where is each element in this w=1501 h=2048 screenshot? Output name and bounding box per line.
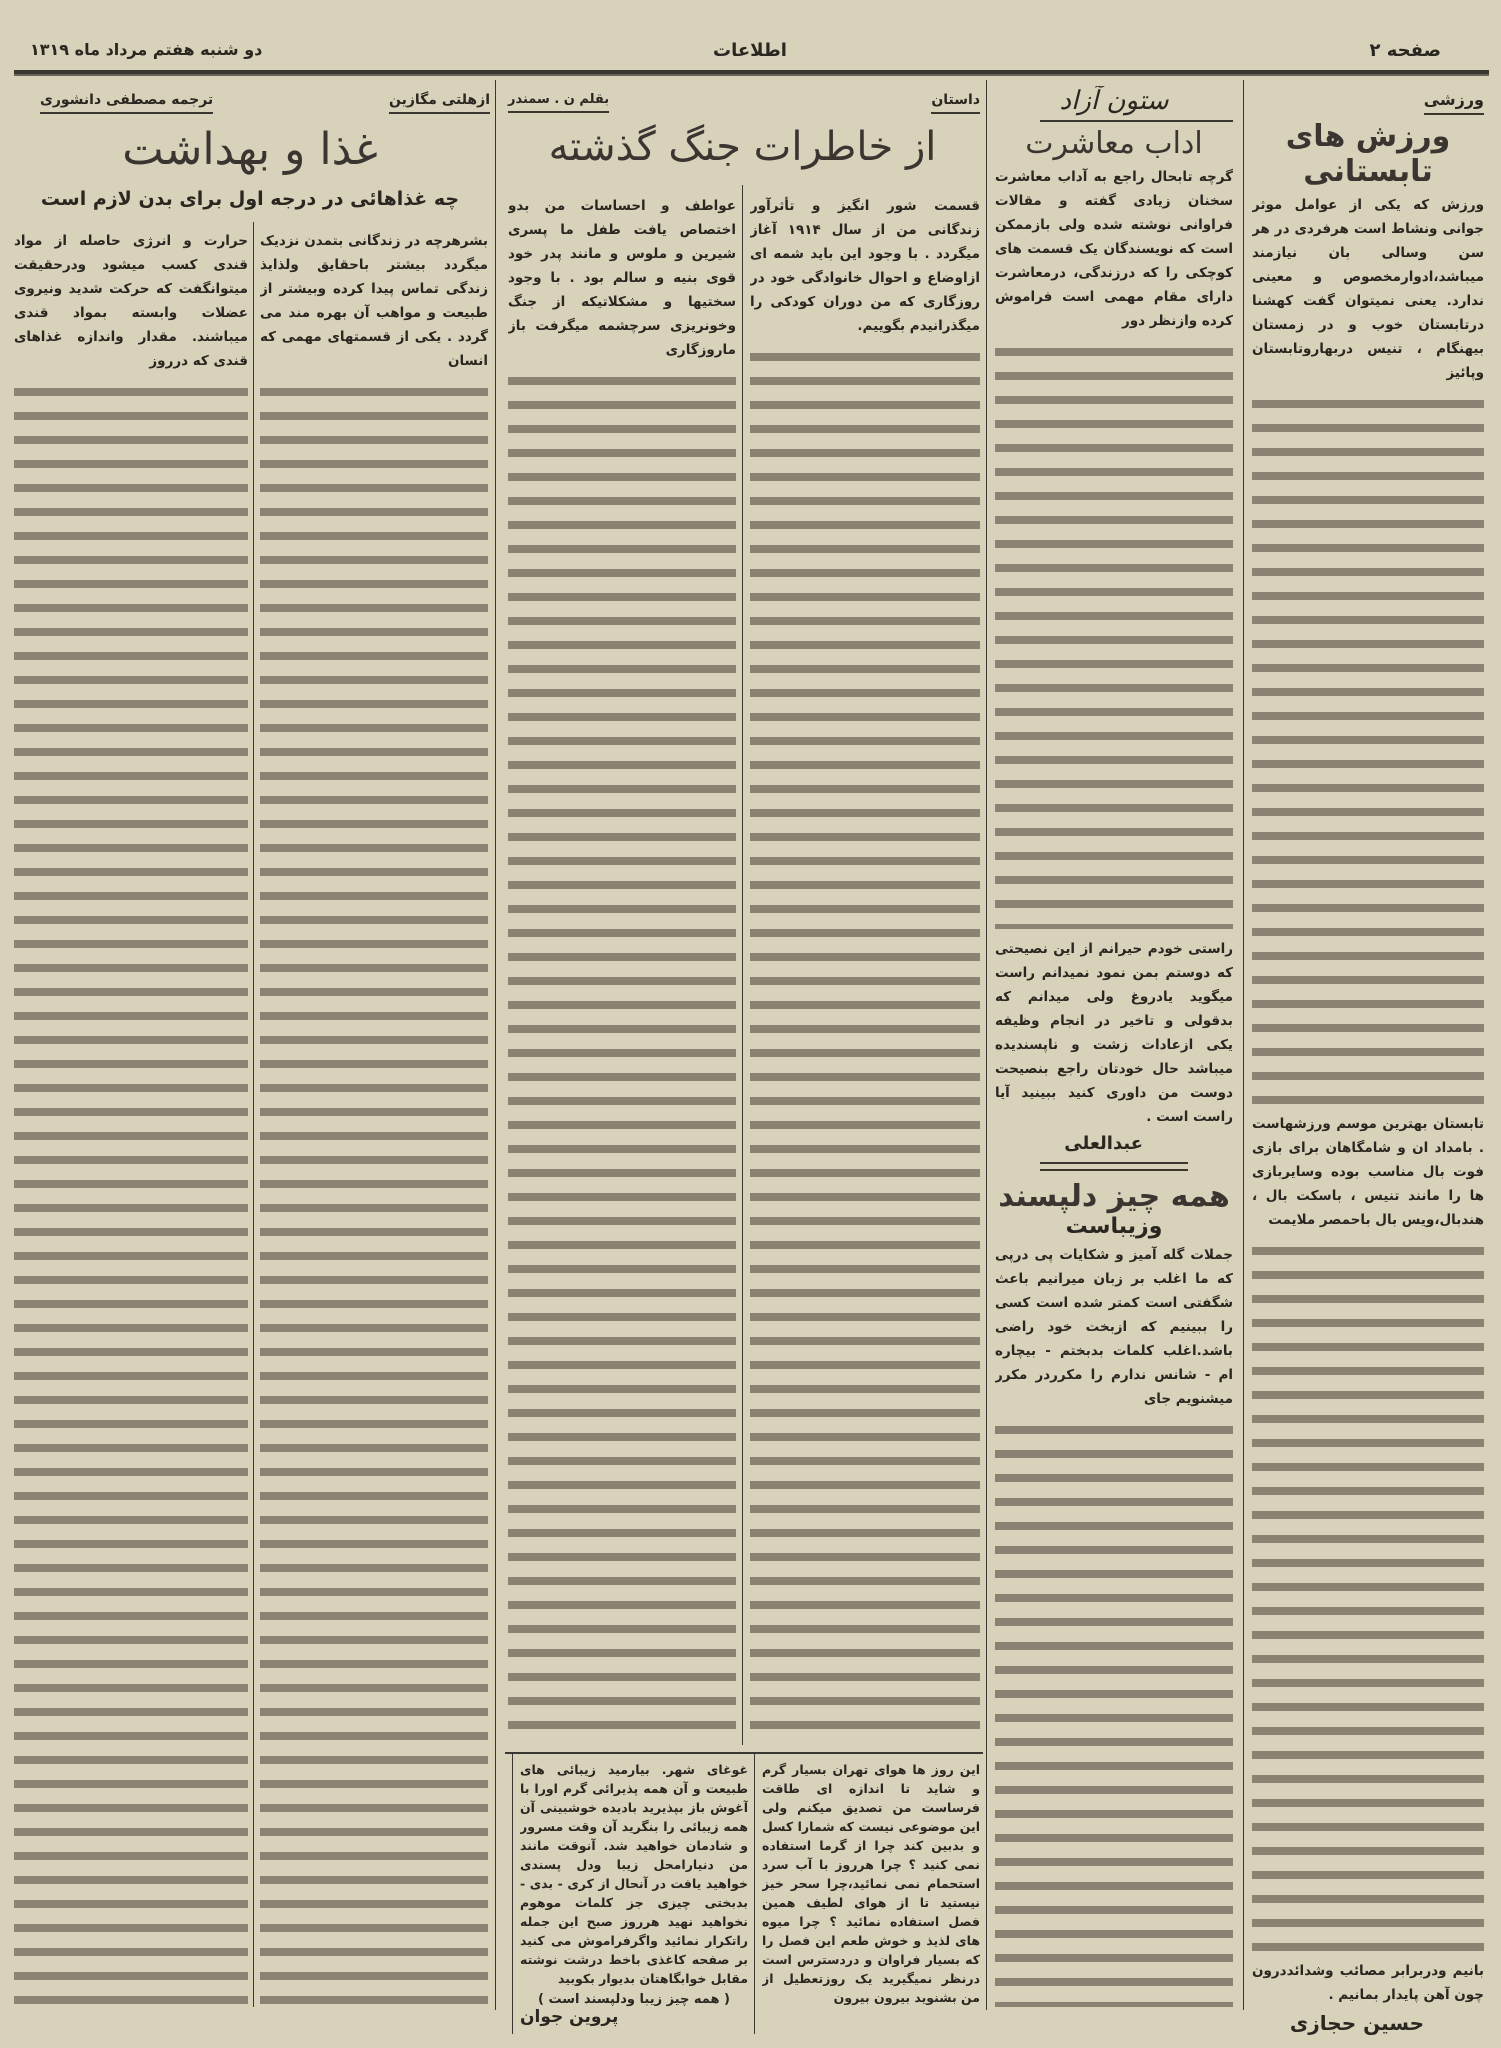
section-kicker: ورزشی [1424,90,1484,115]
headline: اداب معاشرت [1025,126,1203,161]
translator-label: ترجمه مصطفی دانشوری [40,92,213,114]
byline: بقلم ن . سمندر [508,92,609,113]
section-kicker: داستان [931,92,980,114]
author-signature: حسین حجازی [1289,2011,1424,2035]
body-text-block [260,381,488,2006]
column-divider [742,185,743,1745]
column-divider [1243,80,1244,2010]
column-divider [754,1754,755,2034]
subheadline: وزیباست [1065,1214,1163,1239]
newspaper-name: اطلاعات [713,40,787,61]
closing-line: ( همه چیز زیبا ودلپسند است ) [538,1992,730,2007]
masthead-rule [14,70,1489,76]
kicker-rule [1040,120,1233,122]
body-text-block [1252,1240,1484,1951]
article-column: عواطف و احساسات من بدو اختصاص یافت طفل ما پسری شیرین و ملوس و مانند پدر خود قوی بنیه و سالم بود . با وجود سختیها و مشکلاتیکه از جنگ وخونریزی سرچشمه میگرفت باز ماروزگاری [508,198,736,358]
article-column: غوغای شهر. بیارمید زیبائی های طبیعت و آن همه پذیرائی گرم اورا با آغوش باز بپذیرید بادیده خوشبینی آن همه زیبائی را بنگرید آن وقت مسرور و شادمان خواهید شد. آنوقت مانند من دنیارامحل زیبا ودل پسندی خواهید یافت در آنحال از کری - بدی - بدبختی چیزی جز کلمات موهوم نخواهید نهید هرروز صبح این جمله راتکرار نمائید واگرفراموش می کنید بر صفحه کاغذی باخط درشت نوشته مقابل خوابگاهتان بدیوار بکوبید [520,1762,748,1986]
headline: از خاطرات جنگ گذشته [548,124,937,170]
headline: همه چیز دلپسند [998,1179,1230,1214]
body-text-block [508,370,736,1741]
subheadline: چه غذاهائی در درجه اول برای بدن لازم است [40,188,460,210]
page-number: صفحه ۲ [1369,40,1441,61]
box-rule [505,1752,983,1754]
body-text-block [995,1419,1233,2007]
issue-date: دو شنبه هفتم مرداد ماه ۱۳۱۹ [30,40,263,59]
article-column: بشرهرچه در زندگانی بتمدن نزدیک میگردد بیشتر باحقایق ولذایذ زندگی تماس پیدا کرده وبیشتر از طبیعت و مواهب آن بهره مند می گردد . یکی از قسمتهای مهمی که انسان [260,233,488,369]
headline: ورزش های تابستانی [1285,119,1451,189]
divider-rule [1040,1162,1188,1171]
body-text-block [750,346,980,1741]
column-divider [512,1754,513,2034]
body-text-block [995,341,1233,929]
article-tail: راستی خودم حیرانم از این نصیحتی که دوستم بمن نمود نمیدانم راست میگوید یادروغ ولی میدانم که بدقولی و تاخیر در انجام وظیفه یکی ازعادات زشت و ناپسندیده میباشد حال خودتان راجع بنصیحت دوست من داوری کنید ببینید آیا راست است . [995,941,1233,1125]
author-signature: عبدالعلی [1064,1133,1143,1154]
column-divider [495,80,496,2010]
column-divider [253,222,254,2007]
body-text-block [1252,393,1484,1104]
headline: غذا و بهداشت [122,124,378,175]
article-column: این روز ها هوای تهران بسیار گرم و شاید تا اندازه ای طاقت فرساست من تصدیق میکنم ولی این موضوعی نیست که شمارا کسل و بدبین کند چرا از گرما استفاده نمی کنید ؟ چرا هرروز با آب سرد استحمام نمی نمائید،چرا سحر خیز نیستید تا از هوای لطیف همین فصل استفاده نمائید ؟ چرا میوه های لذیذ و خوش طعم این فصل را که بسیار فراوان و دردسترس است درنظر نمیگیرید یک روزتعطیل از من بشنوید بیرون بیرون [762,1762,980,2005]
body-text-block [14,381,248,2006]
free-column-article [995,86,1233,2011]
article-intro: ورزش که یکی از عوامل موثر جوانی ونشاط است هرفردی در هر سن وسالی بان نیازمند میباشد،ادوارمخصوص و معینی ندارد. یعنی نمیتوان گفت کهشنا درتابستان خوب و در زمستان بیهنگام ، تنیس دربهاروتابستان وپائیز [1252,197,1484,381]
author-signature: پروین جوان [520,2007,619,2027]
article-column: قسمت شور انگیز و تأثرآور زندگانی من از سال ۱۹۱۴ آغاز میگردد . با وجود این باید شمه ای ازاوضاع و احوال خانوادگی خود در روزگاری که من دوران کودکی را میگذرانیدم بگوییم. [750,198,980,334]
article-paragraph: تابستان بهترین موسم ورزشهاست . بامداد ان و شامگاهان برای بازی فوت بال مناسب بوده وسایربازی ها را مانند تنیس ، باسکت بال ، هندبال،ویس بال باحمصر ملایمت [1252,1116,1484,1228]
article-column: حرارت و انرژی حاصله از مواد قندی کسب میشود ودرحقیقت میتوانگفت که حرکت شدید ونیروی عضلات وابسته بمواد قندی میباشند. مقدار واندازه غذاهای قندی که درروز [14,233,248,369]
article-intro: جملات گله آمیز و شکایات پی درپی که ما اغلب بر زبان میرانیم باعث شگفتی است کمتر شده است کسی را ببینیم که ازبخت خود راضی باشد.اغلب کلمات بدبختم - بیچاره ام - شانس ندارم را مکرردر مکرر میشنویم جای [995,1247,1233,1407]
source-label: ازهلتی مگازین [389,92,490,114]
column-divider [986,80,987,2010]
article-intro: گرچه تابحال راجع به آداب معاشرت سخنان زیادی گفته و مقالات فراوانی نوشته شده ولی بازممکن است که نویسندگان یک قسمت های کوچکی را که درزندگی، درمعاشرت دارای مقام مهمی است فراموش کرده وازنظر دور [995,169,1233,329]
article-tail: بانیم ودربرابر مصائب وشدائددرون چون آهن پایدار بمانیم . [1252,1963,1484,2003]
section-kicker: ستون آزاد [1059,86,1169,116]
sports-article [1252,90,1484,2035]
